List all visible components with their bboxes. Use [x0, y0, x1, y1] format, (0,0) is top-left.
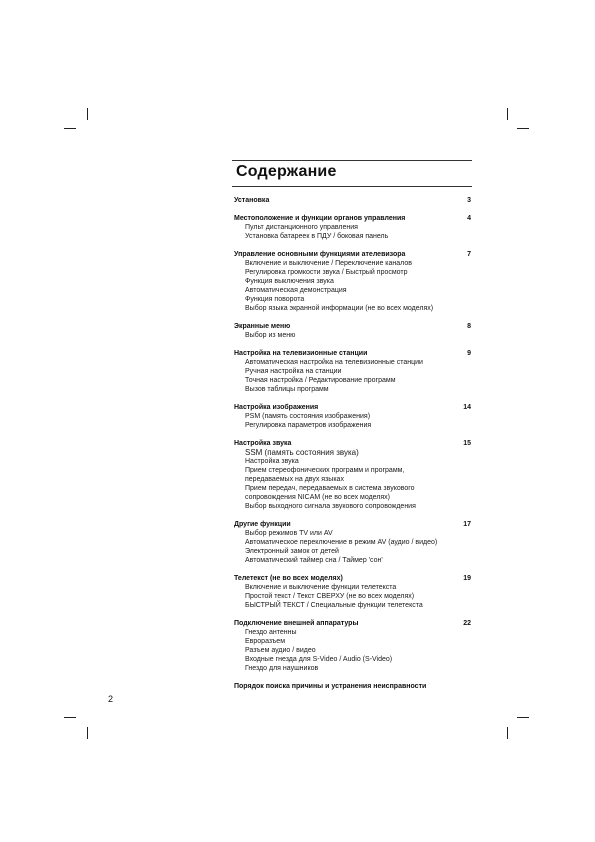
crop-mark	[517, 717, 529, 718]
toc-entry[interactable]: Регулировка громкости звука / Быстрый просмотр	[245, 269, 408, 276]
toc-section-title: Управление основными функциями ателевизора	[234, 251, 406, 258]
page-number: 2	[108, 694, 114, 704]
page-title: Содержание	[236, 163, 337, 180]
toc-section-heading[interactable]	[234, 322, 471, 331]
toc-entry[interactable]: БЫСТРЫЙ ТЕКСТ / Специальные функции телетекста	[245, 602, 423, 609]
toc-entry[interactable]: Евроразъем	[245, 638, 286, 645]
toc-section-heading[interactable]	[234, 619, 471, 628]
crop-mark	[517, 128, 529, 129]
crop-mark	[87, 727, 88, 739]
crop-mark	[507, 108, 508, 120]
toc-section	[234, 682, 471, 691]
toc-section-page: 4	[467, 215, 471, 222]
title-bottom-rule	[232, 186, 472, 187]
toc-section-heading[interactable]	[234, 250, 471, 259]
crop-mark	[87, 108, 88, 120]
toc-section-page: 14	[463, 404, 471, 411]
toc-section-title: Экранные меню	[234, 323, 291, 330]
toc-section-title: Местоположение и функции органов управления	[234, 215, 406, 222]
toc-entry[interactable]: Выбор языка экранной информации (не во всех моделях)	[245, 305, 434, 312]
crop-mark	[64, 717, 76, 718]
toc-section-page: 15	[463, 440, 471, 447]
toc-section-title: Настройка изображения	[234, 404, 319, 411]
toc-section-page: 22	[463, 620, 471, 627]
toc-section-page: 9	[467, 350, 471, 357]
toc-section	[234, 322, 471, 340]
toc-entry[interactable]: Электронный замок от детей	[245, 548, 339, 555]
toc-section	[234, 574, 471, 610]
toc-entry[interactable]: Автоматическое переключение в режим AV (аудио / видео)	[245, 539, 438, 546]
toc-entry[interactable]: Разъем аудио / видео	[245, 647, 316, 654]
crop-mark	[64, 128, 76, 129]
toc-section-heading[interactable]	[234, 349, 471, 358]
toc-section-page: 19	[463, 575, 471, 582]
toc-section	[234, 619, 471, 673]
crop-mark	[507, 727, 508, 739]
toc-entry[interactable]: Выбор выходного сигнала звукового сопровождения	[245, 503, 416, 510]
toc-entry[interactable]: Автоматическая настройка на телевизионные станции	[245, 359, 423, 366]
toc-entry[interactable]: PSM (память состояния изображения)	[245, 413, 371, 420]
toc-section-heading[interactable]	[234, 196, 471, 205]
toc-entry[interactable]: сопровождения NICAM (не во всех моделях)	[245, 494, 391, 501]
toc-section-page: 3	[467, 197, 471, 204]
toc-entry[interactable]: Выбор режимов TV или AV	[245, 530, 333, 537]
toc-section-page: 8	[467, 323, 471, 330]
toc-entry[interactable]: Прием стереофонических программ и программ,	[245, 467, 405, 474]
toc-entry[interactable]: Включение и выключение / Переключение каналов	[245, 260, 412, 267]
toc-section-title: Другие функции	[234, 521, 291, 528]
toc-section-page: 17	[463, 521, 471, 528]
toc-section	[234, 520, 471, 565]
toc-section-heading[interactable]	[234, 682, 471, 691]
toc-section	[234, 349, 471, 394]
toc-entry[interactable]: Регулировка параметров изображения	[245, 422, 372, 429]
toc-entry[interactable]: Входные гнезда для S-Video / Audio (S-Video)	[245, 656, 393, 663]
toc-section	[234, 196, 471, 205]
toc-entry[interactable]: Автоматический таймер сна / Таймер 'сон'	[245, 557, 383, 564]
toc-entry[interactable]: SSM (память состояния звука)	[245, 448, 359, 457]
toc-section-heading[interactable]	[234, 439, 471, 448]
toc-section-heading[interactable]	[234, 403, 471, 412]
toc-entry[interactable]: Простой текст / Текст СВЕРХУ (не во всех моделях)	[245, 593, 415, 600]
title-top-rule	[232, 160, 472, 161]
toc-section	[234, 439, 471, 511]
toc-section	[234, 214, 471, 241]
toc-entry[interactable]: Автоматическая демонстрация	[245, 287, 347, 294]
toc-entry[interactable]: Выбор из меню	[245, 332, 296, 339]
toc-section-heading[interactable]	[234, 574, 471, 583]
toc-entry[interactable]: Точная настройка / Редактирование программ	[245, 377, 396, 384]
toc-section-title: Подключение внешней аппаратуры	[234, 620, 359, 627]
toc-entry[interactable]: Установка батареек в ПДУ / боковая панель	[245, 233, 389, 240]
toc-section	[234, 403, 471, 430]
toc-entry[interactable]: Настройка звука	[245, 458, 299, 465]
toc-entry[interactable]: Гнездо антенны	[245, 629, 297, 636]
toc-entry[interactable]: передаваемых на двух языках	[245, 476, 344, 483]
toc-section-title: Порядок поиска причины и устранения неисправности	[234, 683, 427, 690]
toc-section-heading[interactable]	[234, 214, 471, 223]
toc-entry[interactable]: Гнездо для наушников	[245, 665, 319, 672]
toc-entry[interactable]: Функция поворота	[245, 296, 305, 303]
toc-entry[interactable]: Ручная настройка на станции	[245, 368, 342, 375]
toc-section-title: Телетекст (не во всех моделях)	[234, 575, 343, 582]
toc-entry[interactable]: Вызов таблицы программ	[245, 386, 329, 393]
toc-entry[interactable]: Включение и выключение функции телетекста	[245, 584, 397, 591]
toc-entry[interactable]: Функция выключения звука	[245, 278, 334, 285]
toc-entry[interactable]: Прием передач, передаваемых в система звукового	[245, 485, 415, 492]
toc-section-page: 7	[467, 251, 471, 258]
toc-section	[234, 250, 471, 313]
toc-section-title: Настройка звука	[234, 440, 292, 447]
toc-entry[interactable]: Пульт дистанционного управления	[245, 224, 358, 231]
toc-section-title: Настройка на телевизионные станции	[234, 350, 368, 357]
toc-section-title: Установка	[234, 197, 270, 204]
toc-section-heading[interactable]	[234, 520, 471, 529]
table-of-contents	[234, 196, 471, 700]
